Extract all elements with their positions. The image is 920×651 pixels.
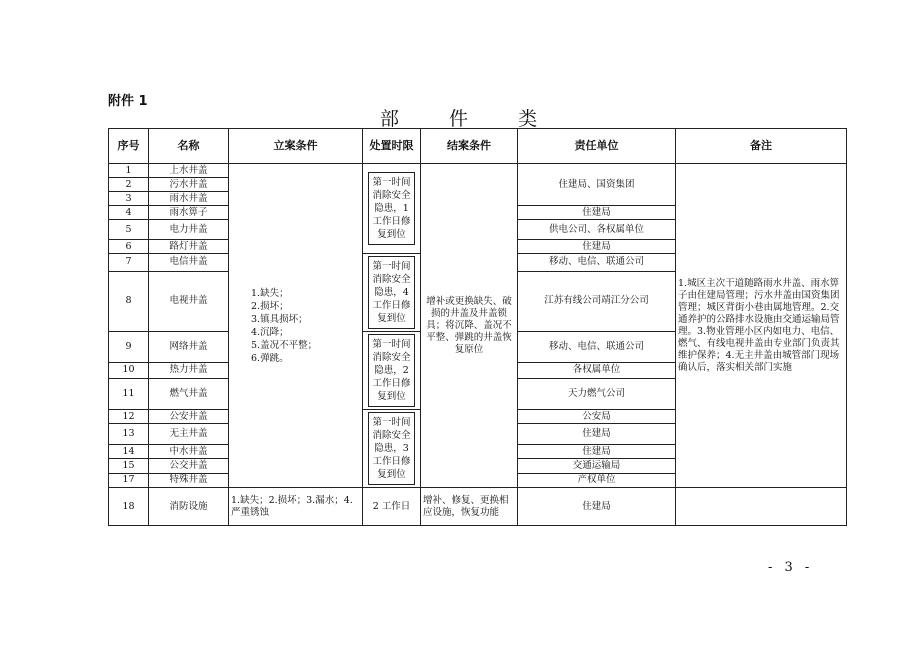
row-name: 电信井盖 [149, 254, 229, 272]
header-filing: 立案条件 [229, 129, 363, 164]
responsible-unit: 住建局 [518, 240, 676, 254]
row-name: 电视井盖 [149, 271, 229, 331]
table-row [109, 488, 847, 526]
header-responsible: 责任单位 [518, 129, 676, 164]
deadline-cell [363, 254, 421, 332]
page-number: - 3 - [768, 560, 814, 575]
row-no: 11 [109, 378, 149, 409]
filing-line: 3.镇具损坏； [251, 313, 308, 325]
row18-closing: 增补、修复、更换相应设施，恢复功能 [421, 488, 518, 526]
row18-responsible: 住建局 [518, 488, 676, 526]
row-name: 中水井盖 [149, 444, 229, 458]
row-no: 14 [109, 444, 149, 458]
row-no: 18 [109, 488, 149, 526]
deadline-cell [363, 164, 421, 254]
row-name: 公交井盖 [149, 459, 229, 473]
filing-line: 1.缺失； [251, 287, 289, 299]
row-no: 4 [109, 206, 149, 220]
component-table [108, 128, 847, 526]
responsible-unit: 江苏有线公司靖江分公司 [518, 271, 676, 331]
filing-line: 5.盖况不平整； [251, 339, 318, 351]
deadline-cell [363, 332, 421, 410]
responsible-unit: 交通运输局 [518, 459, 676, 473]
closing-condition: 增补或更换缺失、破损的井盖及井盖锁具；将沉降、盖况不平整、弹跳的井盖恢复原位 [421, 164, 518, 488]
row-no: 2 [109, 178, 149, 192]
row-name: 无主井盖 [149, 424, 229, 445]
row-no: 5 [109, 220, 149, 240]
header-closing: 结案条件 [421, 129, 518, 164]
filing-line: 4.沉降； [251, 326, 289, 338]
row-no: 17 [109, 473, 149, 487]
row18-deadline: 2 工作日 [363, 488, 421, 526]
row-name: 燃气井盖 [149, 378, 229, 409]
remark: 1.城区主次干道随路雨水井盖、雨水箅子由住建局管理；污水井盖由国资集团管理；城区背街小巷由属地管理。2.交通养护的公路排水设施由交通运输局管理。3.物业管理小区内如电力、电信、燃气、有线电视井盖由专业部门负责其维护保养；4.无主井盖由城管部门现场确认后，落实相关部门实施 [676, 164, 847, 488]
page-title: 部 件 类 [380, 108, 560, 130]
row-no: 12 [109, 410, 149, 424]
row-no: 6 [109, 240, 149, 254]
row-name: 消防设施 [149, 488, 229, 526]
row-name: 上水井盖 [149, 164, 229, 178]
responsible-unit: 移动、电信、联通公司 [518, 332, 676, 363]
row-name: 热力井盖 [149, 363, 229, 379]
header-name: 名称 [149, 129, 229, 164]
row-name: 路灯井盖 [149, 240, 229, 254]
table-row [109, 164, 847, 178]
deadline-text: 第一时间消除安全隐患，1 工作日修复到位 [368, 172, 415, 245]
row-no: 8 [109, 271, 149, 331]
deadline-text: 第一时间消除安全隐患，4 工作日修复到位 [368, 256, 415, 329]
row-no: 10 [109, 363, 149, 379]
row-name: 雨水箅子 [149, 206, 229, 220]
row-name: 雨水井盖 [149, 192, 229, 206]
row-no: 1 [109, 164, 149, 178]
responsible-unit: 各权属单位 [518, 363, 676, 379]
row-name: 公安井盖 [149, 410, 229, 424]
responsible-unit: 移动、电信、联通公司 [518, 254, 676, 272]
filing-line: 6.弹跳。 [251, 352, 289, 364]
row-no: 7 [109, 254, 149, 272]
deadline-cell [363, 410, 421, 488]
responsible-unit: 住建局 [518, 444, 676, 458]
row-no: 15 [109, 459, 149, 473]
row-name: 电力井盖 [149, 220, 229, 240]
responsible-unit: 住建局、国资集团 [518, 164, 676, 206]
filing-line: 2.损坏； [251, 300, 289, 312]
row18-filing: 1.缺失；2.损坏；3.漏水；4.严重锈蚀 [229, 488, 363, 526]
responsible-unit: 天力燃气公司 [518, 378, 676, 409]
deadline-text: 第一时间消除安全隐患，2 工作日修复到位 [368, 334, 415, 407]
responsible-unit: 公安局 [518, 410, 676, 424]
header-deadline: 处置时限 [363, 129, 421, 164]
responsible-unit: 产权单位 [518, 473, 676, 487]
row-name: 污水井盖 [149, 178, 229, 192]
filing-conditions [229, 164, 363, 488]
row-no: 9 [109, 332, 149, 363]
attachment-label: 附件 1 [108, 94, 148, 109]
deadline-text: 第一时间消除安全隐患，3 工作日修复到位 [368, 412, 415, 485]
row-name: 特殊井盖 [149, 473, 229, 487]
row-name: 网络井盖 [149, 332, 229, 363]
header-row [109, 129, 847, 164]
header-no: 序号 [109, 129, 149, 164]
row-no: 13 [109, 424, 149, 445]
row18-remark [676, 488, 847, 526]
responsible-unit: 住建局 [518, 206, 676, 220]
header-remark: 备注 [676, 129, 847, 164]
row-no: 3 [109, 192, 149, 206]
responsible-unit: 供电公司、各权属单位 [518, 220, 676, 240]
responsible-unit: 住建局 [518, 424, 676, 445]
